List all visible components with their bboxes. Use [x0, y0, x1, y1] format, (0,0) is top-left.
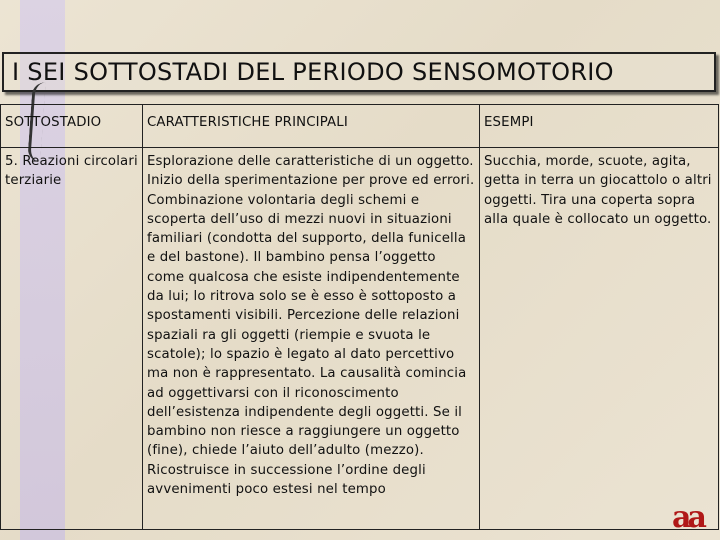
table-row — [1, 148, 719, 530]
page-title: I SEI SOTTOSTADI DEL PERIODO SENSOMOTORIO — [12, 58, 614, 86]
examples-cell — [480, 148, 719, 530]
logo-letters: aa — [672, 500, 703, 535]
stage-cell — [1, 148, 143, 530]
header-esempi: ESEMPI — [480, 105, 719, 148]
table-container — [0, 104, 718, 530]
header-sottostadio: SOTTOSTADIO — [1, 105, 143, 148]
header-caratteristiche: CARATTERISTICHE PRINCIPALI — [143, 105, 480, 148]
characteristics-cell — [143, 148, 480, 530]
publisher-logo — [672, 500, 710, 535]
stages-table — [0, 104, 719, 530]
stage-text: 5. Reazioni circolari terziarie — [5, 154, 138, 189]
examples-text: Succhia, morde, scuote, agita, getta in terra un giocattolo o altri oggetti. Tira una coperta sopra alla quale è collocato un oggetto. — [484, 154, 712, 227]
characteristics-text: Esplorazione delle caratteristiche di un oggetto. Inizio della sperimentazione per prove ed errori. Combinazione volontaria degli schemi e scoperta dell’uso di mezzi nuovi in situazioni familiari (condotta del supporto, della funicella e del bastone). Il bambino pensa l’oggetto come qualcosa che esiste indipendentemente da lui; lo ritrova solo se è esso è sottoposto a spostamenti visibili. Percezione delle relazioni spaziali ra gli oggetti (riempie e svuota le scatole); lo spazio è legato al dato percettivo ma non è rappresentato. La causalità comincia ad oggettivarsi con il riconoscimento dell’esistenza indipendente degli oggetti. Se il bambino non riesce a raggiungere un oggetto (fine), chiede l’aiuto dell’adulto (mezzo). Ricostruisce in successione l’ordine degli avvenimenti poco estesi nel tempo — [147, 154, 475, 498]
table-header-row — [1, 105, 719, 148]
title-bar — [2, 52, 716, 92]
